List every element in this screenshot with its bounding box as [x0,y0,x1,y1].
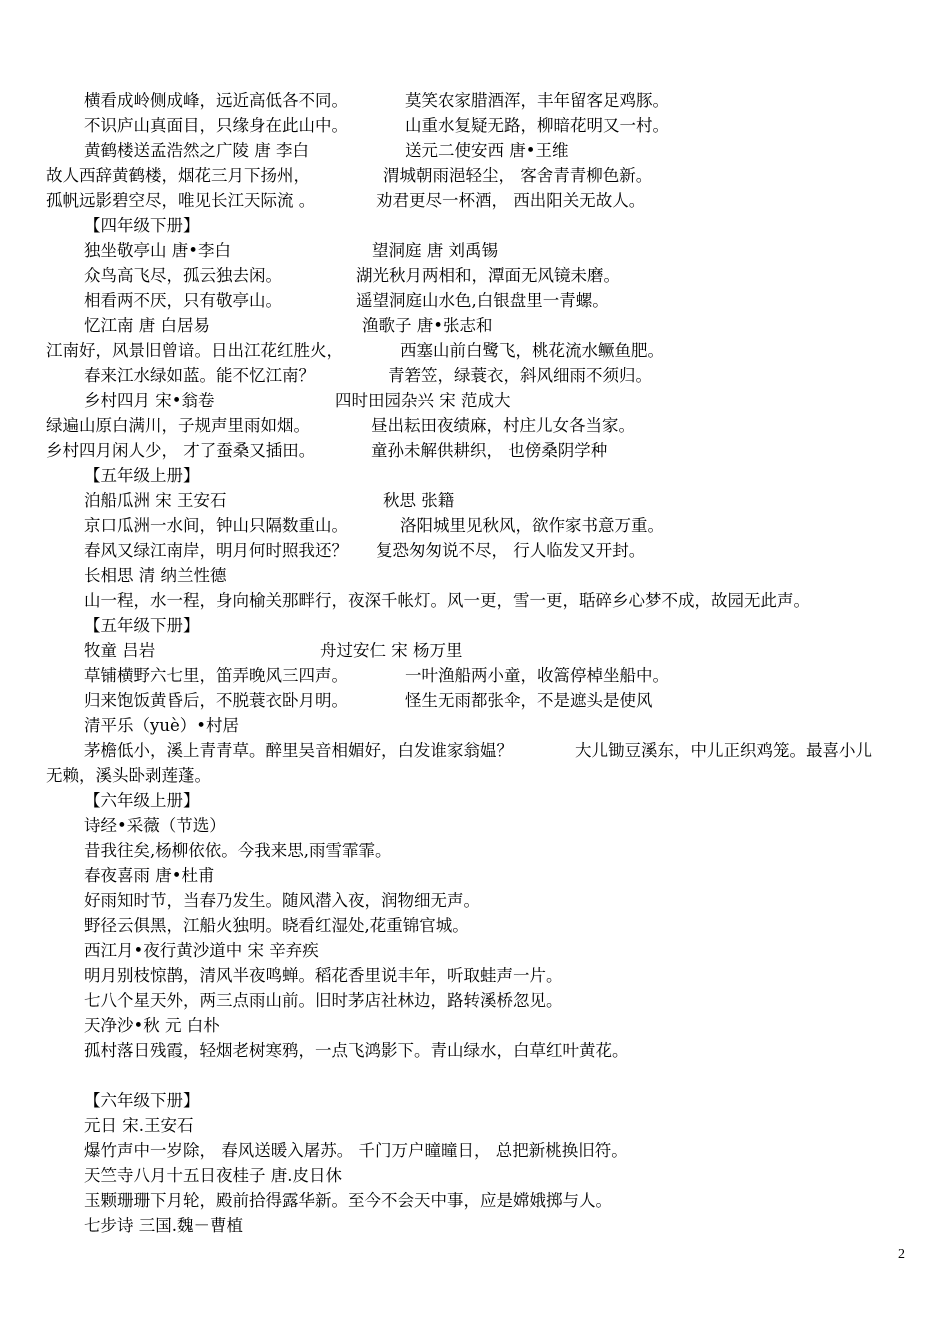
line-text: 泊船瓜洲 宋 王安石 [84,491,227,510]
text-line [0,288,950,313]
line-text-right: 舟过安仁 宋 杨万里 [320,641,463,660]
line-text: 绿遍山原白满川，子规声里雨如烟。 [46,416,310,435]
line-text-right: 大儿锄豆溪东，中儿正织鸡笼。最喜小儿 [575,741,872,760]
text-line [0,363,950,388]
line-text-right: 山重水复疑无路，柳暗花明又一村。 [405,116,669,135]
text-line [0,513,950,538]
text-line [0,338,950,363]
text-line [0,463,950,488]
line-text-right: 渔歌子 唐•张志和 [362,316,493,335]
line-text: 【六年级上册】 [84,791,200,810]
text-line [0,213,950,238]
line-text: 忆江南 唐 白居易 [84,316,210,335]
line-text-right: 青箬笠，绿蓑衣，斜风细雨不须归。 [388,366,652,385]
line-text: 独坐敬亭山 唐•李白 [84,241,231,260]
line-text: 春风又绿江南岸，明月何时照我还？ [84,541,348,560]
line-text-right: 渭城朝雨浥轻尘， 客舍青青柳色新。 [383,166,653,185]
text-line [0,1113,950,1138]
text-line [0,663,950,688]
line-text: 诗经•采薇（节选） [84,816,226,835]
text-line [0,838,950,863]
text-line [0,1013,950,1038]
text-line [0,1188,950,1213]
line-text: 孤帆远影碧空尽，唯见长江天际流 。 [46,191,316,210]
text-line [0,888,950,913]
text-line [0,238,950,263]
line-text-right: 复恐匆匆说不尽， 行人临发又开封。 [376,541,646,560]
line-text-right: 一叶渔船两小童，收篙停棹坐船中。 [405,666,669,685]
line-text: 【四年级下册】 [84,216,200,235]
text-line [0,388,950,413]
text-line [0,713,950,738]
line-text: 横看成岭侧成峰，远近高低各不同。 [84,91,348,110]
text-line [0,963,950,988]
text-line [0,263,950,288]
line-text: 黄鹤楼送孟浩然之广陵 唐 李白 [84,141,309,160]
text-line [0,438,950,463]
text-line [0,788,950,813]
line-text: 春来江水绿如蓝。能不忆江南？ [84,366,315,385]
line-text-right: 四时田园杂兴 宋 范成大 [335,391,511,410]
line-text: 清平乐（yuè）•村居 [84,716,239,735]
line-text: 山一程，水一程，身向榆关那畔行，夜深千帐灯。风一更，雪一更，聒碎乡心梦不成，故园无此声。 [84,591,810,610]
line-text-right: 劝君更尽一杯酒， 西出阳关无故人。 [376,191,646,210]
line-text: 长相思 清 纳兰性德 [84,566,227,585]
line-text-right: 西塞山前白鹭飞，桃花流水鳜鱼肥。 [400,341,664,360]
text-line [0,563,950,588]
line-text: 牧童 吕岩 [84,641,156,660]
line-text: 天竺寺八月十五日夜桂子 唐.皮日休 [84,1166,342,1185]
line-text: 爆竹声中一岁除， 春风送暖入屠苏。 千门万户曈曈日， 总把新桃换旧符。 [84,1141,628,1160]
line-text: 众鸟高飞尽，孤云独去闲。 [84,266,282,285]
text-line [0,1138,950,1163]
text-line [0,138,950,163]
text-line [0,638,950,663]
line-text: 【五年级下册】 [84,616,200,635]
text-line [0,188,950,213]
line-text: 玉颗珊珊下月轮，殿前拾得露华新。至今不会天中事，应是嫦娥掷与人。 [84,1191,612,1210]
text-line [0,163,950,188]
text-line [0,588,950,613]
line-text: 故人西辞黄鹤楼，烟花三月下扬州， [46,166,310,185]
text-line [0,113,950,138]
line-text-right: 童孙未解供耕织， 也傍桑阴学种 [371,441,608,460]
line-text-right: 遥望洞庭山水色,白银盘里一青螺。 [356,291,609,310]
line-text: 【五年级上册】 [84,466,200,485]
text-line [0,938,950,963]
text-line [0,613,950,638]
line-text: 乡村四月 宋•翁卷 [84,391,215,410]
line-text: 元日 宋.王安石 [84,1116,194,1135]
line-text: 明月别枝惊鹊，清风半夜鸣蝉。稻花香里说丰年，听取蛙声一片。 [84,966,563,985]
line-text: 七步诗 三国.魏－曹植 [84,1216,243,1235]
line-text: 孤村落日残霞，轻烟老树寒鸦，一点飞鸿影下。青山绿水，白草红叶黄花。 [84,1041,629,1060]
line-text-right: 怪生无雨都张伞，不是遮头是使风 [405,691,653,710]
line-text-right: 莫笑农家腊酒浑，丰年留客足鸡豚。 [405,91,669,110]
line-text: 野径云俱黑，江船火独明。晓看红湿处,花重锦官城。 [84,916,469,935]
line-text: 【六年级下册】 [84,1091,200,1110]
line-text: 西江月•夜行黄沙道中 宋 辛弃疾 [84,941,319,960]
line-text-right: 望洞庭 唐 刘禹锡 [372,241,498,260]
line-text: 春夜喜雨 唐•杜甫 [84,866,215,885]
text-line [0,313,950,338]
line-text: 好雨知时节，当春乃发生。随风潜入夜，润物细无声。 [84,891,480,910]
text-line [0,913,950,938]
line-text-right: 秋思 张籍 [383,491,455,510]
line-text: 江南好，风景旧曾谙。日出江花红胜火， [46,341,343,360]
line-text: 无赖，溪头卧剥莲蓬。 [46,766,211,785]
text-line [0,488,950,513]
text-line [0,688,950,713]
line-text: 京口瓜洲一水间，钟山只隔数重山。 [84,516,348,535]
line-text: 茅檐低小，溪上青青草。醉里吴音相媚好，白发谁家翁媪？ [84,741,513,760]
line-text: 不识庐山真面目，只缘身在此山中。 [84,116,348,135]
text-line [0,88,950,113]
line-text: 七八个星天外，两三点雨山前。旧时茅店社林边，路转溪桥忽见。 [84,991,563,1010]
text-line [0,1038,950,1063]
line-text-right: 湖光秋月两相和，潭面无风镜未磨。 [356,266,620,285]
line-text-right: 昼出耘田夜绩麻，村庄儿女各当家。 [371,416,635,435]
line-text: 相看两不厌，只有敬亭山。 [84,291,282,310]
line-text-right: 洛阳城里见秋风，欲作家书意万重。 [400,516,664,535]
text-line [0,813,950,838]
text-line [0,988,950,1013]
text-line [0,763,950,788]
text-line [0,1213,950,1238]
line-text: 草铺横野六七里，笛弄晚风三四声。 [84,666,348,685]
line-text: 乡村四月闲人少， 才了蚕桑又插田。 [46,441,316,460]
text-line [0,1163,950,1188]
text-line [0,1088,950,1113]
line-text-right: 送元二使安西 唐•王维 [405,141,569,160]
text-line [0,863,950,888]
text-line [0,538,950,563]
line-text: 归来饱饭黄昏后，不脱蓑衣卧月明。 [84,691,348,710]
text-line [0,738,950,763]
line-text: 昔我往矣,杨柳依依。今我来思,雨雪霏霏。 [84,841,392,860]
line-text: 天净沙•秋 元 白朴 [84,1016,220,1035]
page-number: 2 [898,1247,905,1262]
text-line [0,413,950,438]
